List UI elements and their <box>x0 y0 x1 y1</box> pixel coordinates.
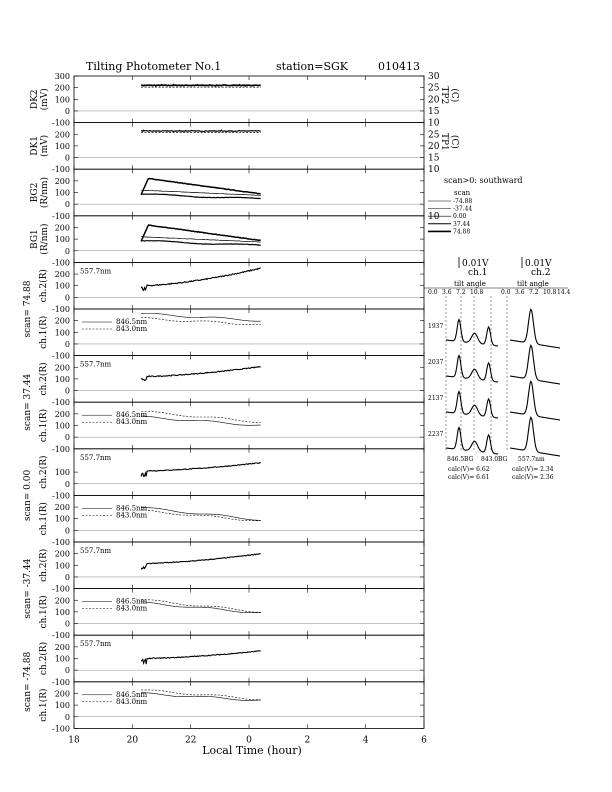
y-tick-label: -100 <box>52 724 70 734</box>
y-axis-label: DK2 <box>30 89 40 110</box>
series-line <box>141 508 261 521</box>
series-line <box>141 463 261 477</box>
ch2-marker-label: 557.7nm <box>518 456 545 463</box>
date-label: 010413 <box>378 60 420 73</box>
y-axis-label: ch.2(R) <box>39 641 49 676</box>
panel-6 <box>38 309 424 361</box>
y-tick-label: -100 <box>52 491 70 501</box>
y-axis-label: ch.1(R) <box>39 688 49 722</box>
spectrum-time: 1937 <box>428 323 444 330</box>
x-tick-label: 18 <box>68 735 80 746</box>
spectrum-ch2 <box>510 381 560 420</box>
spectrum-ch2 <box>510 417 560 456</box>
spectrum-ch1 <box>446 392 498 419</box>
panel-8 <box>38 402 424 454</box>
y-tick-label: 0 <box>64 386 70 396</box>
y-axis-label: DK1 <box>30 136 40 156</box>
legend-entry: 37.44 <box>453 220 471 228</box>
y-tick-label: 0 <box>64 572 70 582</box>
y-tick-label: -100 <box>52 631 70 641</box>
wavelength-tag: 557.7nm <box>80 547 112 555</box>
right-tick-label: 30 <box>428 72 440 82</box>
y-tick-label: 200 <box>54 176 70 186</box>
y-tick-label: 100 <box>54 607 70 617</box>
spectrum-time: 2037 <box>428 359 444 366</box>
panel-4 <box>30 216 424 268</box>
scan-group-label: scan= -37.44 <box>23 558 33 619</box>
y-tick-label: 0 <box>64 106 70 116</box>
spectrum-ch2 <box>510 309 560 348</box>
y-tick-label: -100 <box>52 584 70 594</box>
y-axis-label: ch.2(R) <box>39 455 49 489</box>
y-axis-label: ch.2(R) <box>39 548 49 582</box>
panel-frame <box>74 76 424 123</box>
ch1-tick: 10.8 <box>470 289 484 296</box>
y-tick-label: 100 <box>54 374 70 384</box>
y-tick-label: 200 <box>54 409 70 419</box>
legend-entry: -37.44 <box>453 205 473 213</box>
y-tick-label: 0 <box>64 246 70 256</box>
chart-title: Tilting Photometer No.1 <box>86 60 222 73</box>
right-tick-label: 10 <box>428 165 440 176</box>
ch1-tick: 7.2 <box>456 289 466 296</box>
y-tick-label: 200 <box>54 223 70 233</box>
right-tick-label: 15 <box>428 153 440 164</box>
y-tick-label: 300 <box>54 72 70 81</box>
series-label-846: 846.5nm <box>116 318 148 326</box>
x-tick-label: 20 <box>126 735 139 746</box>
wavelength-tag: 557.7nm <box>80 267 112 276</box>
panel-12 <box>38 589 424 641</box>
y-tick-label: 100 <box>54 281 70 291</box>
ch2-tick: 14.4 <box>557 289 571 296</box>
series-line <box>141 225 261 241</box>
x-tick-label: 0 <box>246 735 252 746</box>
ch1-label: ch.1 <box>468 268 488 278</box>
legend-entry: 74.88 <box>453 228 471 236</box>
y-axis-unit: (mV) <box>40 134 50 157</box>
y-tick-label: -100 <box>52 444 70 454</box>
x-axis-label: Local Time (hour) <box>202 744 302 757</box>
ch2-tick: 0.0 <box>501 289 511 296</box>
y-tick-label: 200 <box>54 130 70 140</box>
y-tick-label: 100 <box>54 561 70 571</box>
series-line <box>141 85 261 86</box>
panel-14 <box>38 682 424 734</box>
y-axis-label: BG1 <box>30 229 40 249</box>
series-line <box>141 693 261 701</box>
y-axis-unit: (R/nm) <box>40 223 50 255</box>
y-tick-label: 200 <box>54 83 70 93</box>
panel-10 <box>38 495 424 547</box>
panel-2 <box>30 123 460 176</box>
series-label-843: 843.0nm <box>116 697 148 706</box>
y-tick-label: 100 <box>54 514 70 524</box>
x-tick-label: 6 <box>421 735 427 746</box>
y-axis-label: ch.1(R) <box>39 595 49 629</box>
y-tick-label: 100 <box>54 468 70 478</box>
y-tick-label: 200 <box>54 689 70 699</box>
panel-frame <box>74 449 424 496</box>
series-line <box>141 651 261 664</box>
ch1-marker-label: BG <box>464 456 474 463</box>
y-tick-label: -100 <box>52 677 70 687</box>
right-axis-unit: (C) <box>449 88 459 103</box>
series-line <box>141 554 261 570</box>
y-tick-label: 100 <box>54 701 70 711</box>
series-line <box>141 412 261 423</box>
ch1-marker-label: BG <box>498 456 508 463</box>
right-tick-label: 25 <box>428 83 440 94</box>
ch2-label: ch.2 <box>531 268 551 278</box>
series-line <box>141 690 261 700</box>
series-line <box>141 314 261 322</box>
y-tick-label: 200 <box>54 503 70 513</box>
y-tick-label: -100 <box>52 258 70 268</box>
series-line <box>141 179 261 195</box>
y-tick-label: 200 <box>54 316 70 326</box>
station-label: station=SGK <box>276 60 349 73</box>
panel-13 <box>38 635 424 687</box>
x-tick-label: 22 <box>184 735 197 746</box>
ch2-calc: calc(V)= 2.36 <box>512 474 554 481</box>
x-tick-label: 4 <box>362 735 369 746</box>
y-tick-label: 0 <box>64 293 70 303</box>
y-tick-label: 200 <box>54 596 70 606</box>
y-axis-label: ch.2(R) <box>39 269 49 303</box>
y-tick-label: 100 <box>54 654 70 664</box>
wavelength-tag: 557.7nm <box>80 453 112 462</box>
series-line <box>141 416 261 425</box>
y-tick-label: 200 <box>54 642 70 652</box>
y-tick-label: 0 <box>64 339 70 349</box>
ch1-calc: calc(V)= 6.62 <box>448 466 490 473</box>
scale-ch1: 0.01V <box>462 259 489 269</box>
series-line <box>141 130 261 132</box>
y-tick-label: 100 <box>54 235 70 245</box>
spectrum-ch2 <box>510 345 560 384</box>
legend-entry: -74.88 <box>453 198 473 205</box>
series-label-846: 846.5nm <box>116 411 148 420</box>
series-label-843: 843.0nm <box>116 418 148 427</box>
right-tick-label: 25 <box>428 130 440 141</box>
panel-3 <box>30 169 440 222</box>
series-line <box>141 602 261 613</box>
x-tick-label: 2 <box>304 735 311 746</box>
panel-frame <box>74 123 424 170</box>
y-tick-label: 0 <box>64 619 70 629</box>
series-line <box>141 510 261 521</box>
series-line <box>141 366 261 380</box>
y-tick-label: 100 <box>54 421 70 431</box>
panel-7 <box>38 356 424 408</box>
wavelength-tag: 557.7nm <box>80 360 112 369</box>
spectra-inset <box>424 257 571 481</box>
y-tick-label: -100 <box>52 398 70 408</box>
ch1-tick: 0.0 <box>428 289 438 296</box>
right-tick-label: 20 <box>428 141 440 152</box>
spectrum-time: 2137 <box>428 395 444 402</box>
tilt-axis-ch2: tilt angle <box>517 280 549 288</box>
right-tick-label: 15 <box>428 106 440 117</box>
y-tick-label: 100 <box>54 141 70 151</box>
legend <box>428 176 523 235</box>
y-tick-label: -100 <box>52 538 70 547</box>
y-tick-label: -100 <box>52 211 70 221</box>
y-tick-label: 100 <box>54 188 70 198</box>
series-label-843: 843.0nm <box>116 325 148 333</box>
panel-frame <box>74 635 424 682</box>
spectrum-ch1 <box>446 356 498 383</box>
series-line <box>141 268 261 291</box>
tilt-axis-ch1: tilt angle <box>454 280 486 288</box>
y-tick-label: 0 <box>64 479 70 489</box>
right-tick-label: 10 <box>428 211 440 222</box>
legend-entry: 0.00 <box>453 213 467 221</box>
series-line <box>141 318 261 325</box>
ch1-marker-label: 843.0 <box>481 456 499 463</box>
y-axis-label: ch.1(R) <box>39 502 49 536</box>
y-axis-label: ch.1(R) <box>39 408 49 443</box>
y-tick-label: -100 <box>52 351 70 361</box>
series-label-846: 846.5nm <box>116 690 148 699</box>
scan-group-label: scan= 74.88 <box>23 280 33 338</box>
y-tick-label: 200 <box>54 270 70 280</box>
panel-frame <box>74 542 424 589</box>
panel-frame <box>74 356 424 403</box>
series-label-843: 843.0nm <box>116 511 148 520</box>
right-axis-label: TP1 <box>439 133 449 151</box>
panel-11 <box>38 542 424 594</box>
right-axis-unit: (C) <box>449 134 459 149</box>
y-tick-label: 0 <box>64 433 70 443</box>
y-axis-label: BG2 <box>30 182 40 203</box>
ch1-tick: 3.6 <box>442 289 452 296</box>
y-tick-label: -100 <box>52 165 70 175</box>
scan-group-label: scan= -74.88 <box>23 651 33 712</box>
legend-title: scan <box>454 189 471 197</box>
panel-5 <box>38 262 424 314</box>
y-tick-label: -100 <box>52 305 70 314</box>
spectrum-time: 2237 <box>428 431 444 438</box>
y-tick-label: -100 <box>52 118 70 128</box>
y-axis-unit: (mV) <box>40 88 50 111</box>
y-axis-label: ch.2(R) <box>39 362 49 396</box>
series-line <box>141 600 261 613</box>
y-axis-unit: (R/nm) <box>40 176 50 209</box>
y-axis-label: ch.1(R) <box>39 315 49 349</box>
ch2-calc: calc(V)= 2.34 <box>512 466 554 473</box>
panel-frame <box>74 262 424 309</box>
panel-stack <box>23 72 460 745</box>
ch1-calc: calc(V)= 6.61 <box>448 474 490 481</box>
y-tick-label: 0 <box>64 153 70 163</box>
panel-1 <box>30 72 460 129</box>
legend-heading: scan>0: southward <box>444 176 523 185</box>
y-tick-label: 0 <box>64 712 70 722</box>
wavelength-tag: 557.7nm <box>80 640 112 649</box>
series-label-843: 843.0nm <box>116 604 148 613</box>
right-axis-label: TP2 <box>439 86 449 105</box>
y-tick-label: 100 <box>54 328 70 338</box>
y-tick-label: 0 <box>64 200 70 210</box>
y-tick-label: 0 <box>64 666 70 676</box>
scale-ch2: 0.01V <box>525 259 552 269</box>
series-label-846: 846.5nm <box>116 597 148 606</box>
y-tick-label: 200 <box>54 549 70 559</box>
series-label-846: 846.5nm <box>116 504 148 513</box>
scan-group-label: scan= 37.44 <box>23 373 33 431</box>
ch2-tick: 3.6 <box>515 289 525 296</box>
scan-group-label: scan= 0.00 <box>23 469 33 522</box>
ch2-tick: 7.2 <box>529 289 539 296</box>
spectrum-ch1 <box>446 428 498 455</box>
right-tick-label: 10 <box>428 118 440 129</box>
right-tick-label: 20 <box>428 95 440 106</box>
y-tick-label: 100 <box>54 95 70 105</box>
y-tick-label: 200 <box>54 363 70 373</box>
ch2-tick: 10.8 <box>543 289 557 296</box>
panel-9 <box>38 449 424 501</box>
ch1-marker-label: 846.5 <box>447 456 465 463</box>
y-tick-label: 0 <box>64 526 70 536</box>
spectrum-ch1 <box>446 320 498 347</box>
